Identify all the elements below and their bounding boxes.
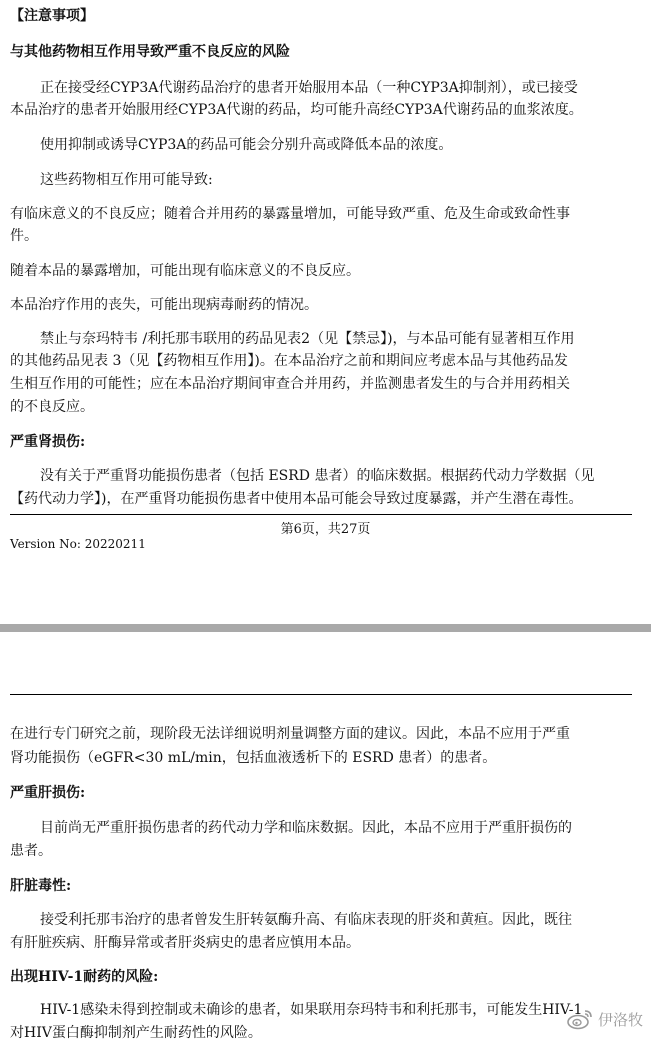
paragraph-3: 这些药物相互作用可能导致:: [40, 172, 213, 188]
subheading-hiv-resistance: 出现HIV-1耐药的风险:: [10, 969, 159, 985]
page-number: 第6页，共27页: [280, 522, 371, 537]
footer-rule: [10, 514, 632, 515]
paragraph-7-line-3: 生相互作用的可能性；应在本品治疗期间审查合并用药，并监测患者发生的与合并用药相关: [10, 376, 570, 392]
subheading-hepatotoxicity: 肝脏毒性:: [10, 878, 72, 894]
paragraph-8-line-1: 没有关于严重肾功能损伤患者（包括 ESRD 患者）的临床数据。根据药代动力学数据（见: [40, 468, 595, 484]
paragraph-7-line-1: 禁止与奈玛特韦 /利托那韦联用的药品见表2（见【禁忌】)，与本品可能有显著相互作用: [40, 331, 575, 347]
paragraph-2-line-1: 目前尚无严重肝损伤患者的药代动力学和临床数据。因此，本品不应用于严重肝损伤的: [40, 820, 572, 836]
subheading-hepatic: 严重肝损伤:: [10, 785, 86, 801]
paragraph-8-line-2: 【药代动力学】)，在严重肾功能损伤患者中使用本品可能会导致过度暴露，并产生潜在毒性。: [10, 491, 583, 507]
document-page-7: [0, 636, 651, 1046]
paragraph-1-line-2: 肾功能损伤（eGFR<30 mL/min，包括血液透析下的 ESRD 患者）的患者。: [10, 750, 497, 766]
watermark: [566, 1008, 643, 1030]
paragraph-2-line-2: 患者。: [10, 843, 52, 859]
weibo-logo-icon: [566, 1008, 594, 1030]
subheading-interaction-risk: 与其他药物相互作用导致严重不良反应的风险: [10, 44, 290, 60]
paragraph-2: 使用抑制或诱导CYP3A的药品可能会分别升高或降低本品的浓度。: [40, 137, 453, 153]
paragraph-4-line-2: 对HIV蛋白酶抑制剂产生耐药性的风险。: [10, 1025, 262, 1041]
header-rule: [10, 694, 632, 695]
paragraph-7-line-4: 的不良反应。: [10, 399, 94, 415]
paragraph-4-line-1: HIV-1感染未得到控制或未确诊的患者，如果联用奈玛特韦和利托那韦，可能发生HIV-1: [40, 1002, 583, 1018]
section-heading: 【注意事项】: [10, 8, 94, 24]
page-separator: [0, 624, 651, 632]
paragraph-7-line-2: 的其他药品见表 3（见【药物相互作用】)。在本品治疗之前和期间应考虑本品与其他药品发: [10, 353, 568, 369]
version-number: Version No: 20220211: [10, 537, 146, 551]
paragraph-6: 本品治疗作用的丧失，可能出现病毒耐药的情况。: [10, 297, 318, 313]
paragraph-1-line-2: 本品治疗的患者开始服用经CYP3A代谢的药品，均可能升高经CYP3A代谢药品的血浆浓度。: [10, 102, 583, 118]
subheading-renal: 严重肾损伤:: [10, 434, 86, 450]
paragraph-3-line-1: 接受利托那韦治疗的患者曾发生肝转氨酶升高、有临床表现的肝炎和黄疸。因此，既往: [40, 912, 572, 928]
paragraph-1-line-1: 正在接受经CYP3A代谢药品治疗的患者开始服用本品（一种CYP3A抑制剂），或已接受: [40, 80, 578, 96]
paragraph-4-line-1: 有临床意义的不良反应；随着合并用药的暴露量增加，可能导致严重、危及生命或致命性事: [10, 206, 570, 222]
paragraph-5: 随着本品的暴露增加，可能出现有临床意义的不良反应。: [10, 263, 360, 279]
paragraph-3-line-2: 有肝脏疾病、肝酶异常或者肝炎病史的患者应慎用本品。: [10, 935, 360, 951]
watermark-text: 伊洛牧: [597, 1010, 643, 1029]
paragraph-1-line-1: 在进行专门研究之前，现阶段无法详细说明剂量调整方面的建议。因此，本品不应用于严重: [10, 726, 570, 742]
paragraph-4-line-2: 件。: [10, 228, 38, 244]
